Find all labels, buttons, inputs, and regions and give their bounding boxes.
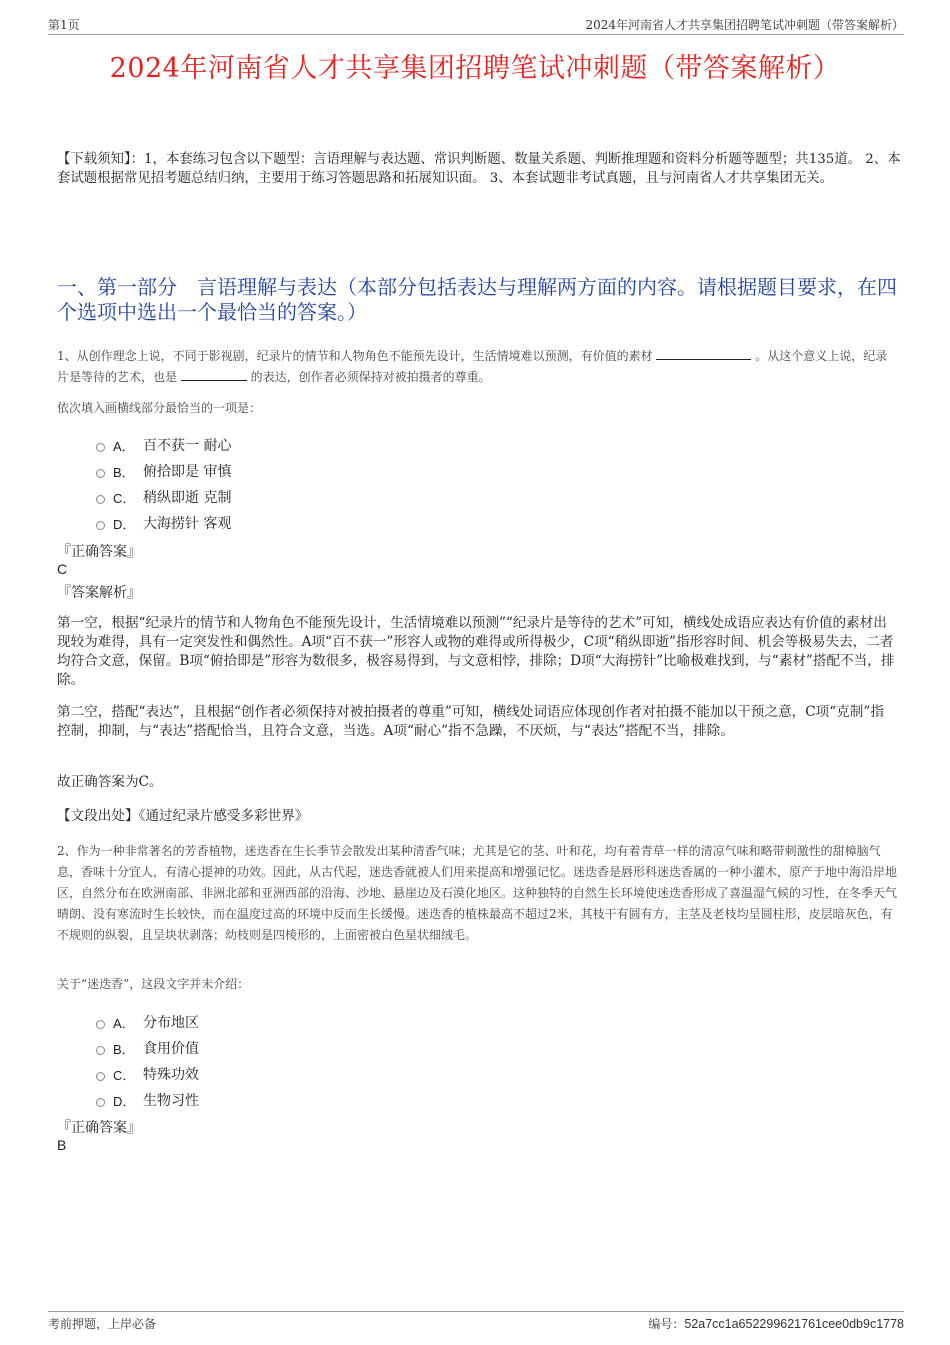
answer-blank-1 xyxy=(656,347,751,360)
footer-slogan: 考前押题，上岸必备 xyxy=(48,1317,157,1331)
radio-icon[interactable] xyxy=(96,1046,105,1055)
question-1-text-b: 。从这个意义上说，纪录片是等待的艺术，也是 xyxy=(57,349,888,384)
option-text: 百不获一 耐心 xyxy=(143,438,232,454)
option-b[interactable]: B． 俯拾即是 审慎 xyxy=(96,458,231,484)
option-c[interactable]: C． 稍纵即逝 克制 xyxy=(96,484,231,510)
footer-code-value: 52a7cc1a652299621761cee0db9c1778 xyxy=(684,1317,904,1331)
option-text: 大海捞针 客观 xyxy=(143,516,232,532)
source-citation: 【文段出处】《通过纪录片感受多彩世界》 xyxy=(57,808,309,824)
option-text: 特殊功效 xyxy=(143,1067,199,1083)
analysis-conclusion: 故正确答案为C。 xyxy=(57,774,163,790)
correct-answer-label: 『正确答案』 xyxy=(57,1120,141,1136)
radio-icon[interactable] xyxy=(96,1098,105,1107)
footer-code-label: 编号： xyxy=(648,1317,685,1331)
analysis-paragraph-2: 第二空，搭配“表达”，且根据“创作者必须保持对被拍摄者的尊重”可知，横线处词语应体现创作者对拍摄不能加以干预之意，C项“克制”指控制，抑制，与“表达”搭配恰当，且符合文意，当选。A项“耐心”指不急躁，不厌烦，与“表达”搭配不当，排除。 xyxy=(57,704,884,739)
option-c[interactable]: C． 特殊功效 xyxy=(96,1061,199,1087)
radio-icon[interactable] xyxy=(96,1020,105,1029)
option-a[interactable]: A． 百不获一 耐心 xyxy=(96,432,231,458)
question-1-text-c: 的表达，创作者必须保持对被拍摄者的尊重。 xyxy=(250,370,491,384)
footer-code xyxy=(648,1315,904,1332)
radio-icon[interactable] xyxy=(96,469,105,478)
radio-icon[interactable] xyxy=(96,521,105,530)
radio-icon[interactable] xyxy=(96,443,105,452)
option-text: 生物习性 xyxy=(143,1093,199,1109)
question-1-options xyxy=(96,432,231,536)
radio-icon[interactable] xyxy=(96,495,105,504)
option-text: 食用价值 xyxy=(143,1041,199,1057)
option-text: 稍纵即逝 克制 xyxy=(143,490,232,506)
correct-answer: C xyxy=(57,561,68,577)
option-text: 分布地区 xyxy=(143,1015,199,1031)
download-notice: 【下载须知】：1，本套练习包含以下题型：言语理解与表达题、常识判断题、数量关系题、判断推理题和资料分析题等题型；共135道。 2、本套试题根据常见招考题总结归纳，主要用于练习答题思路和拓展知识面。 3、本套试题非考试真题，且与河南省人才共享集团无关。 xyxy=(57,152,901,186)
radio-icon[interactable] xyxy=(96,1072,105,1081)
section-heading: 一、第一部分 言语理解与表达（本部分包括表达与理解两方面的内容。请根据题目要求，在四个选项中选出一个最恰当的答案。） xyxy=(57,275,897,324)
option-a[interactable]: A． 分布地区 xyxy=(96,1009,199,1035)
question-1-text xyxy=(57,346,897,388)
option-b[interactable]: B． 食用价值 xyxy=(96,1035,199,1061)
analysis-label: 『答案解析』 xyxy=(57,585,141,601)
question-1-prompt: 依次填入画横线部分最恰当的一项是： xyxy=(57,401,262,415)
question-2-options xyxy=(96,1009,199,1113)
page-header xyxy=(48,16,904,35)
analysis-paragraph-1: 第一空，根据“纪录片的情节和人物角色不能预先设计，生活情境难以预测”“纪录片是等待的艺术”可知，横线处成语应表达有价值的素材出现较为难得，具有一定突发性和偶然性。A项“百不获一”形容人或物的难得或所得极少，C项“稍纵即逝”指形容时间、机会等极易失去，二者均符合文意，保留。B项“俯拾即是”形容为数很多，极容易得到，与文意相悖，排除；D项“大海捞针”比喻极难找到，与“素材”搭配不当，排除。 xyxy=(57,615,895,688)
header-doc-title: 2024年河南省人才共享集团招聘笔试冲刺题（带答案解析） xyxy=(585,18,904,32)
page-footer xyxy=(48,1311,904,1334)
page-number: 第1页 xyxy=(48,18,80,32)
page-title: 2024年河南省人才共享集团招聘笔试冲刺题（带答案解析） xyxy=(109,53,841,84)
correct-answer-label: 『正确答案』 xyxy=(57,544,141,560)
option-d[interactable]: D． 生物习性 xyxy=(96,1087,199,1113)
question-2-text: 2、作为一种非常著名的芳香植物，迷迭香在生长季节会散发出某种清香气味；尤其是它的茎、叶和花，均有着青草一样的清凉气味和略带刺激性的甜樟脑气息，香味十分宜人，有清心提神的功效。因此，从古代起，迷迭香就被人们用来提高和增强记忆。迷迭香是唇形科迷迭香属的一种小灌木，原产于地中海沿岸地区，自然分布在欧洲南部、非洲北部和亚洲西部的沿海、沙地、悬崖边及石漠化地区。这种独特的自然生长环境使迷迭香形成了喜温湿气候的习性，在冬季天气晴朗、没有寒流时生长较快，而在温度过高的环境中反而生长缓慢。迷迭香的植株最高不超过2米，其枝干有圆有方，主茎及老枝均呈圆柱形，皮层暗灰色，有不规则的纵裂，且呈块状剥落；幼枝则是四棱形的，上面密被白色星状细绒毛。 xyxy=(57,844,898,942)
answer-blank-2 xyxy=(181,368,247,381)
option-d[interactable]: D． 大海捞针 客观 xyxy=(96,510,231,536)
option-text: 俯拾即是 审慎 xyxy=(143,464,232,480)
question-1-text-a: 1、从创作理念上说，不同于影视剧，纪录片的情节和人物角色不能预先设计，生活情境难以预测，有价值的素材 xyxy=(57,349,653,363)
correct-answer: B xyxy=(57,1137,67,1153)
question-2-prompt: 关于“迷迭香”，这段文字并未介绍： xyxy=(57,977,250,991)
